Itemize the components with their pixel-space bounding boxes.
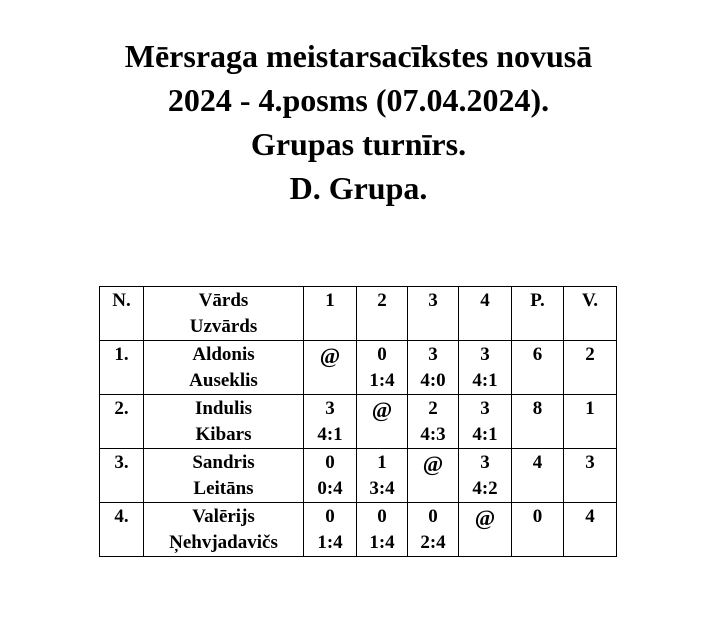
result-cell: 0 2:4 (408, 503, 459, 557)
player-name (144, 395, 304, 449)
result-cell: @ (357, 395, 408, 449)
header-name (144, 287, 304, 341)
points-cell: 8 (512, 395, 564, 449)
points-cell: 4 (512, 449, 564, 503)
row-num: 4. (100, 503, 144, 557)
player-name (144, 503, 304, 557)
player-name (144, 449, 304, 503)
row-num: 1. (100, 341, 144, 395)
table-row (100, 503, 617, 557)
result-cell: 3 4:1 (459, 341, 512, 395)
result-cell: 0 1:4 (304, 503, 357, 557)
result-cell: 3 4:1 (304, 395, 357, 449)
player-last-name: Leitāns (193, 478, 254, 499)
title-line-4: D. Grupa. (289, 170, 428, 206)
header-num: N. (100, 287, 144, 341)
title-line-3: Grupas turnīrs. (250, 126, 467, 162)
result-cell: 0 1:4 (357, 341, 408, 395)
result-cell: 3 4:2 (459, 449, 512, 503)
header-points: P. (512, 287, 564, 341)
place-cell: 4 (564, 503, 617, 557)
player-first-name: Aldonis (192, 344, 255, 365)
results-table (99, 286, 617, 557)
result-cell: 2 4:3 (408, 395, 459, 449)
header-col-3: 3 (408, 287, 459, 341)
table-row (100, 395, 617, 449)
result-cell: @ (459, 503, 512, 557)
title-line-1: Mērsraga meistarsacīkstes novusā (124, 38, 593, 74)
points-cell: 0 (512, 503, 564, 557)
player-last-name: Ņehvjadavičs (169, 532, 278, 553)
result-cell: 3 4:1 (459, 395, 512, 449)
row-num: 3. (100, 449, 144, 503)
header-col-2: 2 (357, 287, 408, 341)
header-col-1: 1 (304, 287, 357, 341)
player-last-name: Kibars (195, 424, 252, 445)
table-header-row (100, 287, 617, 341)
result-cell: 3 4:0 (408, 341, 459, 395)
place-cell: 3 (564, 449, 617, 503)
table-row (100, 449, 617, 503)
header-name-first: Vārds (198, 290, 249, 311)
header-col-4: 4 (459, 287, 512, 341)
place-cell: 2 (564, 341, 617, 395)
player-first-name: Valērijs (192, 506, 255, 527)
player-first-name: Sandris (192, 452, 255, 473)
header-name-last: Uzvārds (189, 316, 258, 337)
place-cell: 1 (564, 395, 617, 449)
document-title (0, 34, 717, 210)
result-cell: 1 3:4 (357, 449, 408, 503)
result-cell: @ (304, 341, 357, 395)
player-first-name: Indulis (194, 398, 253, 419)
player-last-name: Auseklis (189, 370, 258, 391)
result-cell: 0 0:4 (304, 449, 357, 503)
table-row (100, 341, 617, 395)
title-line-2: 2024 - 4.posms (07.04.2024). (167, 82, 550, 118)
points-cell: 6 (512, 341, 564, 395)
result-cell: @ (408, 449, 459, 503)
result-cell: 0 1:4 (357, 503, 408, 557)
player-name (144, 341, 304, 395)
header-place: V. (564, 287, 617, 341)
row-num: 2. (100, 395, 144, 449)
